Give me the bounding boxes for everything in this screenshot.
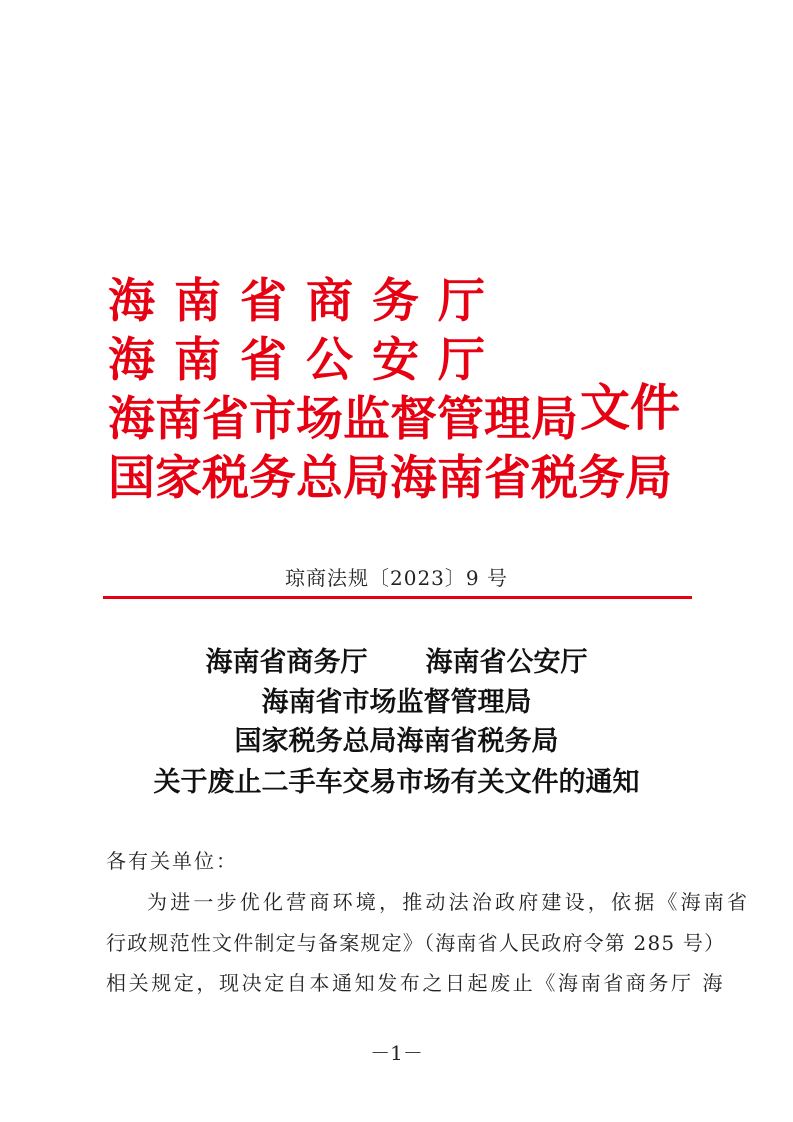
salutation: 各有关单位： xyxy=(106,849,238,873)
body-line-3: 相关规定，现决定自本通知发布之日起废止《海南省商务厅 海 xyxy=(106,971,726,995)
page-number: －1－ xyxy=(370,1041,423,1065)
document-suffix: 文件 xyxy=(580,378,680,437)
title-agency-commerce: 海南省商务厅 xyxy=(205,647,368,678)
title-agency-public-security: 海南省公安厅 xyxy=(425,647,588,678)
red-divider xyxy=(103,596,692,599)
document-number: 琼商法规〔2023〕9 号 xyxy=(285,566,508,590)
title-line-3: 国家税务总局海南省税务局 xyxy=(234,726,559,757)
title-line-2: 海南省市场监督管理局 xyxy=(261,687,532,718)
body-line-2: 行政规范性文件制定与备案规定》（海南省人民政府令第 285 号） xyxy=(106,931,726,955)
agency-name-market-regulation: 海南省市场监督管理局 xyxy=(108,392,578,447)
agency-name-commerce: 海南省商务厅 xyxy=(108,274,504,329)
title-line-4: 关于废止二手车交易市场有关文件的通知 xyxy=(153,767,640,798)
title-line-1 xyxy=(0,640,793,679)
agency-name-tax-bureau: 国家税务总局海南省税务局 xyxy=(108,451,672,506)
body-line-1: 为进一步优化营商环境，推动法治政府建设，依据《海南省 xyxy=(147,890,751,914)
agency-name-public-security: 海南省公安厅 xyxy=(108,333,504,388)
